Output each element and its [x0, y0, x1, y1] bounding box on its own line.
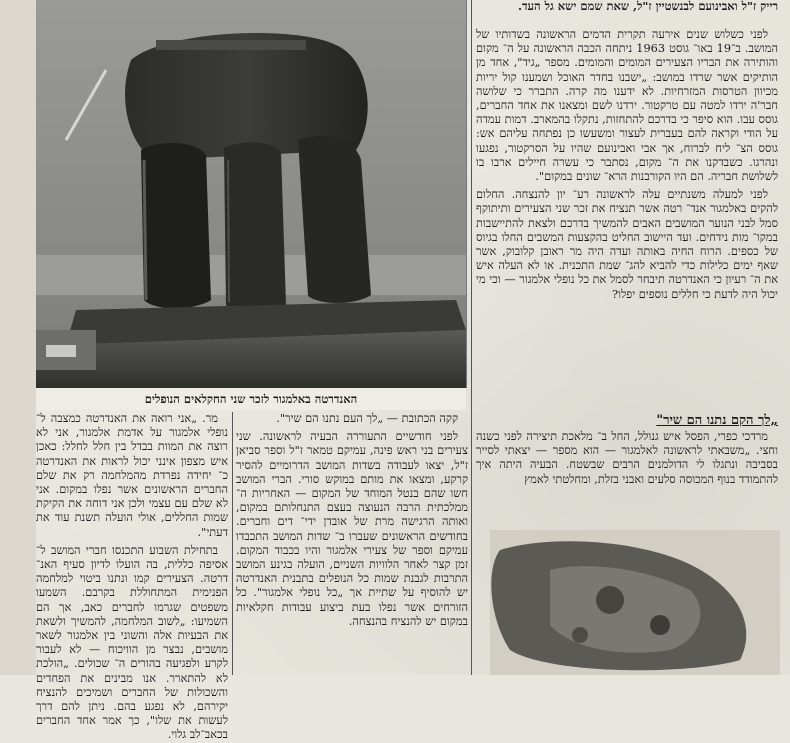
middle-column: [236, 412, 468, 675]
left-column: [36, 412, 228, 742]
monument-photo: [36, 0, 467, 388]
landscape-photo: [490, 530, 780, 675]
paragraph: לפני חודשיים התעוררה הבעיה לראשונה. שני צעירים בני ראש פינה, עמיקם טמאר ז"ל וספר סביאן ז"ל, יצאו לעבודה בשדות המושב הדרומיים להסיר קרקע, ומצאו את מותם במוקש סורי. הברי המושב חשו שהם בנטל המוחד של המקום — האחריות ה־ ממלכתית הרבה הנעוצה בעצם התנחלותם במקום, ואותה הרגישה מרת של אובדן ידי־ דים וחברים. בחודשים הראשונים שעברו ב־ שדות המושב התכבדו עמיקם וספר של צעירי אלמגור והיו בכבוד המקום. זמן קצר לאחר הלוויות השניים, הועלה בגינע המושב התרבות לגבנת שמות כל הנופלים בתבנית האנדרטה יש להוסיף על שתיית אך „כל נופלי אלמגור". כל הזורחים אשר נפלו בעת ביצוע עבודות חקלאיות במקום יש להנציח בהנצחה.: [236, 430, 468, 628]
paragraph: לפני כשלוש שנים אירעה תקרית הדמים הראשונה בשדותיו של המושב. ב־19 באו־ גוסט 1963 ניתחה הכבה הראשונה על ה־ מקום והותירה את הבריו הצעירים המומים והמומים. מספר „גיד", אחד מן הותיקים אשר שרדו במושב: „ישבנו בחדר האוכל ושמענו קול יריות מכיוון הטרסות המזרחיות. לא ידענו מה קרה. התברר כי שלושה חבר'ה ירדו למטה עם טרקטור. ירדנו לשם ומצאנו את אחד החברים, גוסס עבו. הוא סיפר כי בדרכם להתחזות, נתקלו בהמארב. דמות עמדה על הודי וקראה להם בעברית לעצור ומשעשו כן נפתחה עליהם אש: גוסס הצ־ ליח לברוח, אך אבי ואבינועם שהיו על הסרקטור, נפגעו ונהרגו. כשבדקנו את ה־ מקום, נסתבר כי עשרה חיילים ארבו בו לשלושת חבריה. הם היו הקורבנות הרא־ שונים במקום".: [476, 28, 778, 184]
right-column: [476, 28, 778, 416]
section-subhead: „לך הקם נתנו הם שיר": [656, 413, 778, 428]
paragraph: מר. „אני רואה את האנדרטה כמצבה ל־ נופלי אלמגור על אדמת אלמגור, אני לא רוצה את המוות בבדל בין חלל לחלל: כאכן איש מצפון אינני יכול לראות את האנדרטה כ־ יחידה נפרדת מהמלחמה רק את שלם החברים הראשונים אשר נפלו במקום. אני לא שלם עם עצמי ולכן אני דוחה את הקיקת שמות החללים, אולי הועלה תשנת עוד את דעתי".: [36, 412, 228, 539]
paragraph: קקה הכתובת — „לך העם נתנו הם שיר".: [276, 412, 458, 425]
article-top-line: רייק ז"ל ואבינועם לבנשטיין ז"ל, שאת שמם ישא גל העד.: [517, 0, 778, 13]
scan-margin: [0, 0, 36, 675]
column-rule: [232, 412, 233, 675]
right-column-lower: [476, 430, 778, 540]
paragraph: מרדכי כפרי, הפסל איש גנולל, החל ב־ מלאכת תיצירה לפני כשנה וחצי. „משבאתי לראשונה לאלמגור — הוא מספר — יצאתי לסייר בסביבה ונתגלו לי הדולמנים הרבים שבשטח. הבעיה היתה איך להתמודד בנוף המכוסה סלעים ואבני בזלת, ומחלטתי לאמץ: [476, 430, 778, 486]
paragraph: בתחילת השבוע התכנסו חברי המושב ל־ אסיפה כללית, בה הועלו לדיון סעיף האנ־ דרטה. הצעירים קמו ונתנו ביטוי למלחמה הפנימית המתחוללת בקרבם. השמעו משפטים שגרמו לחברים כאב, אך הם השמיעו: „לשוב המלחמה, להמשיך ולשאת את הבעיות אלה והשוני בין אלמגור לשאר מושבים, נבצר מן הוויכוח — לא לעבור לקרע ולפגיעה בהורים ה־ שכולים. „הולכת לא להתארר. אנו מבינים את הפחדים והשכולות של החברים ושמיכים להנציח יקירהם, לא נפגע בהם. ניתן להם דרך לעשות את שלו", כך אמר אחד החברים בכאב־לב גלוי.: [36, 543, 228, 742]
column-rule: [471, 0, 472, 675]
paragraph: לפני למעלה משנתיים עלה לראשונה רע־ יון להנצחה. החלום להקים באלמגור אנד־ רטה אשר תנציח את זכר שני הצעירים ותיתוקף סמל לבני הנוער המושבים האבים להמשיך בדרכם ולצאת להתיישבות במקו־ מות נידחים. ועד היישוב החליט בהקצעות המשבים החלו בגיוס של כספים. הרוח החיה באותה ועדה היה מר ראובן קלובוק, אשר שאף ימים כלילות כדי להביא להג־ שמת התכנית. או לא העלה איש את ה־ רעיון כי האנדרטה תיבחר לסמל את כל נופלי אלמגור — וכי מי יכול היה לדעת כי חללים נוספים יפלו?: [476, 188, 778, 301]
photo-caption: האנדרטה באלמגור לזכר שני החקלאים הנופלים: [36, 388, 466, 410]
